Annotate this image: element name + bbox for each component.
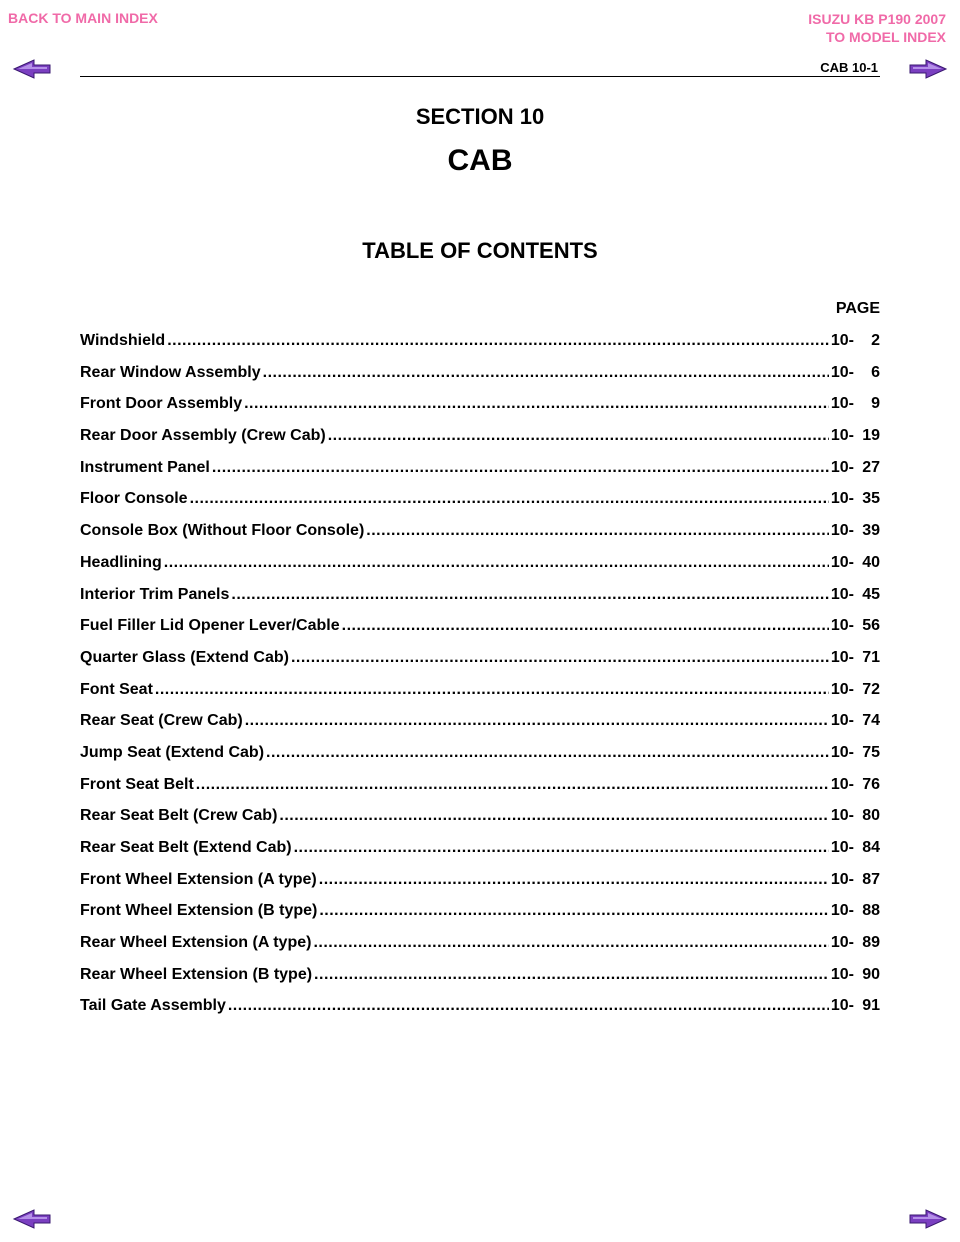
- toc-entry[interactable]: [80, 744, 880, 776]
- toc-entry-label: Rear Seat Belt (Crew Cab): [80, 807, 278, 825]
- toc-entry[interactable]: [80, 427, 880, 459]
- doc-title-link[interactable]: ISUZU KB P190 2007: [808, 11, 946, 27]
- toc-heading: TABLE OF CONTENTS: [362, 238, 598, 263]
- toc-entry-page: 89: [862, 934, 880, 952]
- toc-leader-dots: [190, 490, 829, 508]
- toc-entry[interactable]: [80, 522, 880, 554]
- toc-entry-section: 10-: [830, 870, 854, 888]
- toc-entry[interactable]: [80, 776, 880, 808]
- toc-entry[interactable]: [80, 617, 880, 649]
- prev-page-button-bottom[interactable]: [12, 1208, 52, 1230]
- page-column-header: PAGE: [835, 300, 880, 317]
- toc-entry[interactable]: [80, 997, 880, 1029]
- toc-entry[interactable]: [80, 712, 880, 744]
- toc-entry-label: Instrument Panel: [80, 458, 210, 476]
- toc-entry-page: 74: [862, 712, 880, 730]
- arrow-left-icon: [12, 1208, 52, 1230]
- toc-leader-dots: [228, 997, 829, 1015]
- toc-entry-label: Headlining: [80, 553, 162, 571]
- toc-entry[interactable]: [80, 871, 880, 903]
- toc-entry-page: 90: [862, 965, 880, 983]
- toc-entry-label: Quarter Glass (Extend Cab): [80, 648, 289, 666]
- section-title: SECTION 10: [415, 104, 545, 129]
- toc-entry-page: 75: [862, 743, 880, 761]
- toc-entry-label: Jump Seat (Extend Cab): [80, 743, 265, 761]
- toc-entry-section: 10-: [830, 743, 854, 761]
- toc-entry[interactable]: [80, 807, 880, 839]
- toc-entry-label: Tail Gate Assembly: [80, 997, 226, 1015]
- toc-entry-label: Rear Wheel Extension (A type): [80, 934, 312, 952]
- toc-leader-dots: [164, 554, 829, 572]
- toc-leader-dots: [231, 586, 828, 604]
- toc-leader-dots: [196, 776, 829, 794]
- toc-entry-section: 10-: [830, 712, 854, 730]
- toc-entry-label: Console Box (Without Floor Console): [80, 522, 365, 540]
- arrow-right-icon: [908, 58, 948, 80]
- arrow-left-icon: [12, 58, 52, 80]
- arrow-right-icon: [908, 1208, 948, 1230]
- toc-entry[interactable]: [80, 459, 880, 491]
- toc-leader-dots: [314, 966, 829, 984]
- toc-entry-page: 72: [862, 680, 880, 698]
- table-of-contents: [80, 332, 880, 1029]
- toc-entry-label: Front Door Assembly: [80, 395, 243, 413]
- toc-entry-section: 10-: [830, 648, 854, 666]
- toc-entry-section: 10-: [830, 363, 854, 381]
- toc-entry-section: 10-: [830, 997, 854, 1015]
- toc-entry-page: 19: [862, 427, 880, 445]
- header-links: [808, 10, 946, 46]
- toc-leader-dots: [244, 395, 829, 413]
- toc-entry-page: 88: [862, 902, 880, 920]
- toc-entry-page: 84: [862, 839, 880, 856]
- toc-entry-section: 10-: [830, 395, 854, 413]
- toc-entry-section: 10-: [830, 902, 854, 920]
- toc-entry-page: 87: [862, 870, 880, 888]
- toc-entry-section: 10-: [830, 965, 854, 983]
- toc-entry-section: 10-: [830, 617, 854, 635]
- next-page-button[interactable]: [908, 58, 948, 80]
- header-divider: [80, 76, 880, 77]
- toc-entry-label: Interior Trim Panels: [80, 585, 230, 603]
- toc-entry[interactable]: [80, 586, 880, 618]
- toc-entry-section: 10-: [830, 522, 854, 540]
- toc-entry-page: 40: [862, 553, 880, 571]
- toc-entry-section: 10-: [830, 458, 854, 476]
- toc-leader-dots: [291, 649, 829, 667]
- toc-leader-dots: [294, 839, 829, 857]
- toc-entry[interactable]: [80, 364, 880, 396]
- toc-entry-page: 56: [862, 617, 880, 635]
- page-label: CAB 10-1: [820, 60, 878, 75]
- toc-entry-page: 45: [862, 585, 880, 603]
- toc-entry-label: Rear Seat Belt (Extend Cab): [80, 839, 292, 856]
- toc-entry[interactable]: [80, 839, 880, 871]
- toc-entry-label: Front Seat Belt: [80, 775, 194, 793]
- toc-entry-section: 10-: [830, 332, 854, 349]
- toc-entry-label: Rear Door Assembly (Crew Cab): [80, 427, 326, 445]
- toc-leader-dots: [263, 364, 829, 382]
- toc-entry-page: 9: [871, 395, 880, 413]
- toc-entry-page: 6: [871, 363, 880, 381]
- toc-entry-section: 10-: [830, 934, 854, 952]
- toc-entry[interactable]: [80, 649, 880, 681]
- next-page-button-bottom[interactable]: [908, 1208, 948, 1230]
- back-to-main-index-link[interactable]: BACK TO MAIN INDEX: [8, 10, 158, 26]
- toc-entry-label: Rear Window Assembly: [80, 363, 261, 381]
- chapter-title: CAB: [447, 144, 513, 177]
- toc-leader-dots: [328, 427, 829, 445]
- toc-leader-dots: [266, 744, 829, 762]
- toc-entry-label: Front Wheel Extension (A type): [80, 870, 317, 888]
- toc-entry-page: 2: [871, 332, 880, 349]
- toc-entry-section: 10-: [830, 490, 854, 508]
- toc-entry[interactable]: [80, 934, 880, 966]
- toc-entry[interactable]: [80, 554, 880, 586]
- prev-page-button[interactable]: [12, 58, 52, 80]
- toc-entry-label: Floor Console: [80, 490, 188, 508]
- toc-entry-label: Fuel Filler Lid Opener Lever/Cable: [80, 617, 340, 635]
- toc-leader-dots: [155, 681, 829, 699]
- toc-entry-section: 10-: [830, 427, 854, 445]
- toc-entry-page: 39: [862, 522, 880, 540]
- toc-entry[interactable]: [80, 490, 880, 522]
- toc-entry-label: Front Wheel Extension (B type): [80, 902, 318, 920]
- toc-leader-dots: [319, 871, 829, 889]
- toc-entry-section: 10-: [830, 553, 854, 571]
- toc-entry-section: 10-: [830, 807, 854, 825]
- toc-entry[interactable]: [80, 966, 880, 998]
- toc-leader-dots: [212, 459, 829, 477]
- toc-leader-dots: [279, 807, 828, 825]
- toc-entry-page: 71: [862, 648, 880, 666]
- toc-leader-dots: [167, 332, 829, 350]
- toc-leader-dots: [342, 617, 829, 635]
- toc-leader-dots: [319, 902, 829, 920]
- toc-entry-section: 10-: [830, 585, 854, 603]
- toc-entry-page: 76: [862, 775, 880, 793]
- toc-entry-page: 35: [862, 490, 880, 508]
- toc-entry-page: 80: [862, 807, 880, 825]
- toc-entry-label: Rear Wheel Extension (B type): [80, 965, 313, 983]
- toc-leader-dots: [313, 934, 828, 952]
- toc-entry[interactable]: [80, 332, 880, 364]
- toc-entry-page: 91: [862, 997, 880, 1015]
- toc-entry-label: Rear Seat (Crew Cab): [80, 712, 243, 730]
- toc-entry-label: Font Seat: [80, 680, 153, 698]
- toc-leader-dots: [245, 712, 829, 730]
- toc-entry-label: Windshield: [80, 332, 166, 349]
- toc-entry-page: 27: [862, 458, 880, 476]
- toc-entry[interactable]: [80, 902, 880, 934]
- toc-entry-section: 10-: [830, 839, 854, 856]
- toc-entry[interactable]: [80, 681, 880, 713]
- toc-entry-section: 10-: [830, 775, 854, 793]
- toc-entry[interactable]: [80, 395, 880, 427]
- to-model-index-link[interactable]: TO MODEL INDEX: [825, 29, 946, 45]
- toc-leader-dots: [366, 522, 829, 540]
- toc-entry-section: 10-: [830, 680, 854, 698]
